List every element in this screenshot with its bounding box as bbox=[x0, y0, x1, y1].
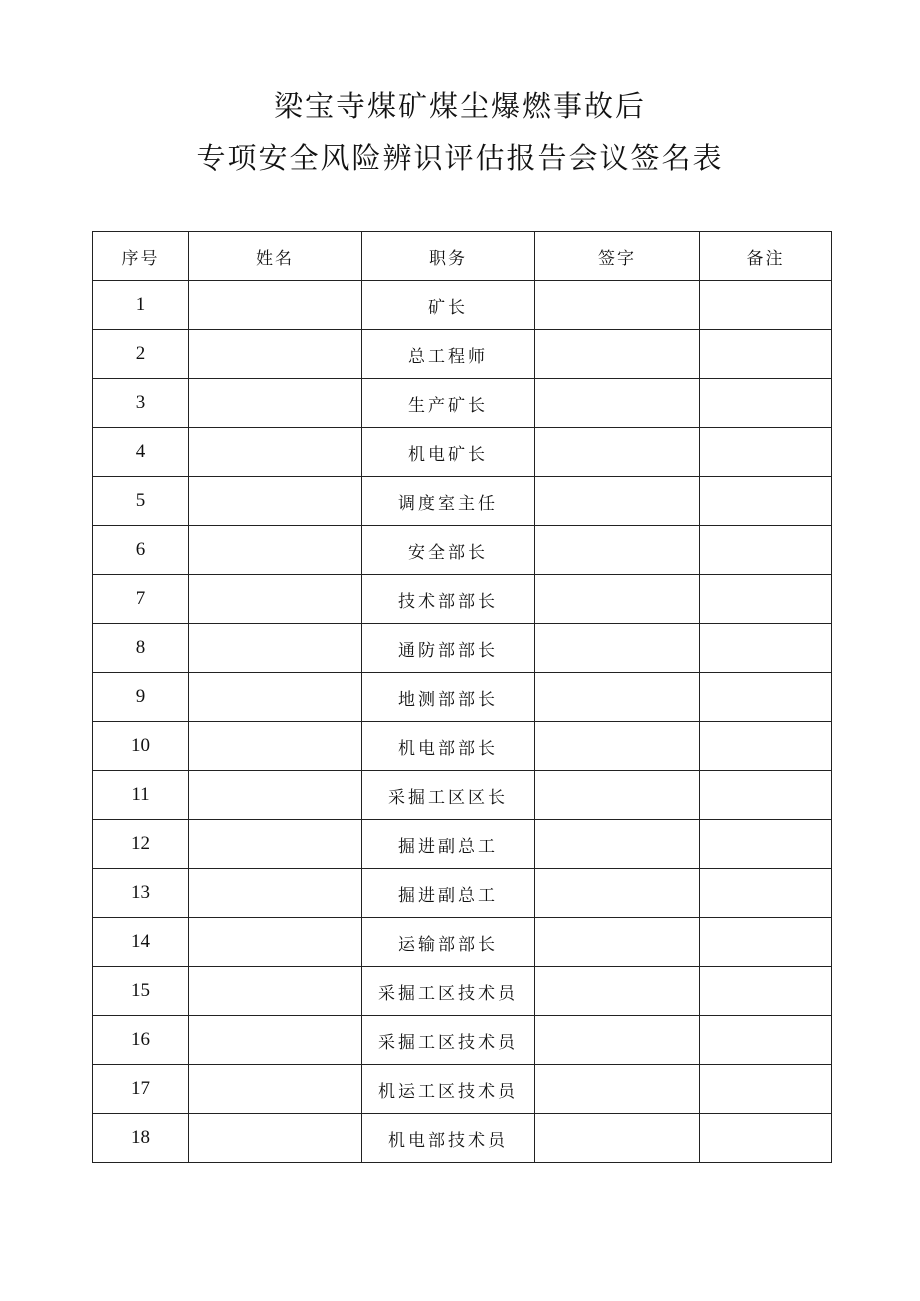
name-cell[interactable] bbox=[189, 624, 362, 673]
serial-number-cell: 9 bbox=[93, 673, 189, 722]
name-cell[interactable] bbox=[189, 918, 362, 967]
name-cell[interactable] bbox=[189, 820, 362, 869]
document-title-line-1: 梁宝寺煤矿煤尘爆燃事故后 bbox=[273, 89, 646, 123]
name-cell[interactable] bbox=[189, 722, 362, 771]
serial-number-cell: 13 bbox=[93, 869, 189, 918]
remark-cell[interactable] bbox=[700, 771, 832, 820]
position-cell: 机电部部长 bbox=[362, 722, 535, 771]
header-name: 姓名 bbox=[189, 232, 362, 281]
name-cell[interactable] bbox=[189, 1065, 362, 1114]
name-cell[interactable] bbox=[189, 1114, 362, 1163]
table-row bbox=[93, 722, 832, 771]
serial-number-cell: 11 bbox=[93, 771, 189, 820]
table-row bbox=[93, 673, 832, 722]
signature-cell[interactable] bbox=[535, 869, 700, 918]
name-cell[interactable] bbox=[189, 673, 362, 722]
name-cell[interactable] bbox=[189, 869, 362, 918]
signature-cell[interactable] bbox=[535, 918, 700, 967]
table-row bbox=[93, 820, 832, 869]
position-cell: 机电部技术员 bbox=[362, 1114, 535, 1163]
position-cell: 地测部部长 bbox=[362, 673, 535, 722]
remark-cell[interactable] bbox=[700, 428, 832, 477]
serial-number-cell: 17 bbox=[93, 1065, 189, 1114]
serial-number-cell: 16 bbox=[93, 1016, 189, 1065]
remark-cell[interactable] bbox=[700, 1016, 832, 1065]
remark-cell[interactable] bbox=[700, 967, 832, 1016]
signature-cell[interactable] bbox=[535, 1114, 700, 1163]
position-cell: 运输部部长 bbox=[362, 918, 535, 967]
name-cell[interactable] bbox=[189, 1016, 362, 1065]
signature-cell[interactable] bbox=[535, 428, 700, 477]
position-cell: 采掘工区区长 bbox=[362, 771, 535, 820]
table-row bbox=[93, 967, 832, 1016]
serial-number-cell: 3 bbox=[93, 379, 189, 428]
table-row bbox=[93, 477, 832, 526]
name-cell[interactable] bbox=[189, 575, 362, 624]
signature-table bbox=[92, 231, 832, 1163]
name-cell[interactable] bbox=[189, 526, 362, 575]
signature-cell[interactable] bbox=[535, 379, 700, 428]
header-position: 职务 bbox=[362, 232, 535, 281]
position-cell: 矿长 bbox=[362, 281, 535, 330]
table-row bbox=[93, 869, 832, 918]
remark-cell[interactable] bbox=[700, 624, 832, 673]
remark-cell[interactable] bbox=[700, 820, 832, 869]
serial-number-cell: 6 bbox=[93, 526, 189, 575]
table-row bbox=[93, 918, 832, 967]
serial-number-cell: 10 bbox=[93, 722, 189, 771]
table-row bbox=[93, 281, 832, 330]
remark-cell[interactable] bbox=[700, 1065, 832, 1114]
table-row bbox=[93, 1065, 832, 1114]
remark-cell[interactable] bbox=[700, 526, 832, 575]
signature-cell[interactable] bbox=[535, 281, 700, 330]
position-cell: 机电矿长 bbox=[362, 428, 535, 477]
serial-number-cell: 1 bbox=[93, 281, 189, 330]
position-cell: 安全部长 bbox=[362, 526, 535, 575]
remark-cell[interactable] bbox=[700, 918, 832, 967]
remark-cell[interactable] bbox=[700, 673, 832, 722]
remark-cell[interactable] bbox=[700, 330, 832, 379]
signature-cell[interactable] bbox=[535, 575, 700, 624]
serial-number-cell: 7 bbox=[93, 575, 189, 624]
position-cell: 采掘工区技术员 bbox=[362, 967, 535, 1016]
table-row bbox=[93, 1114, 832, 1163]
signature-cell[interactable] bbox=[535, 967, 700, 1016]
signature-cell[interactable] bbox=[535, 526, 700, 575]
serial-number-cell: 18 bbox=[93, 1114, 189, 1163]
header-remark: 备注 bbox=[700, 232, 832, 281]
remark-cell[interactable] bbox=[700, 722, 832, 771]
table-row bbox=[93, 526, 832, 575]
signature-cell[interactable] bbox=[535, 1065, 700, 1114]
signature-cell[interactable] bbox=[535, 477, 700, 526]
name-cell[interactable] bbox=[189, 281, 362, 330]
table-row bbox=[93, 379, 832, 428]
table-row bbox=[93, 624, 832, 673]
position-cell: 机运工区技术员 bbox=[362, 1065, 535, 1114]
table-body bbox=[93, 281, 832, 1163]
signature-cell[interactable] bbox=[535, 771, 700, 820]
table-row bbox=[93, 575, 832, 624]
name-cell[interactable] bbox=[189, 330, 362, 379]
serial-number-cell: 4 bbox=[93, 428, 189, 477]
name-cell[interactable] bbox=[189, 967, 362, 1016]
remark-cell[interactable] bbox=[700, 281, 832, 330]
remark-cell[interactable] bbox=[700, 1114, 832, 1163]
serial-number-cell: 12 bbox=[93, 820, 189, 869]
position-cell: 通防部部长 bbox=[362, 624, 535, 673]
serial-number-cell: 8 bbox=[93, 624, 189, 673]
table-row bbox=[93, 428, 832, 477]
signature-cell[interactable] bbox=[535, 722, 700, 771]
signature-cell[interactable] bbox=[535, 330, 700, 379]
position-cell: 技术部部长 bbox=[362, 575, 535, 624]
position-cell: 掘进副总工 bbox=[362, 869, 535, 918]
serial-number-cell: 14 bbox=[93, 918, 189, 967]
remark-cell[interactable] bbox=[700, 477, 832, 526]
table-row bbox=[93, 1016, 832, 1065]
name-cell[interactable] bbox=[189, 379, 362, 428]
remark-cell[interactable] bbox=[700, 869, 832, 918]
position-cell: 掘进副总工 bbox=[362, 820, 535, 869]
serial-number-cell: 5 bbox=[93, 477, 189, 526]
signature-cell[interactable] bbox=[535, 820, 700, 869]
name-cell[interactable] bbox=[189, 771, 362, 820]
table-header-row bbox=[93, 232, 832, 281]
document-title-line-2: 专项安全风险辨识评估报告会议签名表 bbox=[196, 141, 724, 175]
name-cell[interactable] bbox=[189, 477, 362, 526]
signature-cell[interactable] bbox=[535, 624, 700, 673]
header-signature: 签字 bbox=[535, 232, 700, 281]
header-serial-number: 序号 bbox=[93, 232, 189, 281]
table-row bbox=[93, 330, 832, 379]
position-cell: 采掘工区技术员 bbox=[362, 1016, 535, 1065]
table-row bbox=[93, 771, 832, 820]
name-cell[interactable] bbox=[189, 428, 362, 477]
position-cell: 调度室主任 bbox=[362, 477, 535, 526]
position-cell: 总工程师 bbox=[362, 330, 535, 379]
signature-cell[interactable] bbox=[535, 673, 700, 722]
position-cell: 生产矿长 bbox=[362, 379, 535, 428]
serial-number-cell: 2 bbox=[93, 330, 189, 379]
remark-cell[interactable] bbox=[700, 575, 832, 624]
serial-number-cell: 15 bbox=[93, 967, 189, 1016]
remark-cell[interactable] bbox=[700, 379, 832, 428]
signature-cell[interactable] bbox=[535, 1016, 700, 1065]
